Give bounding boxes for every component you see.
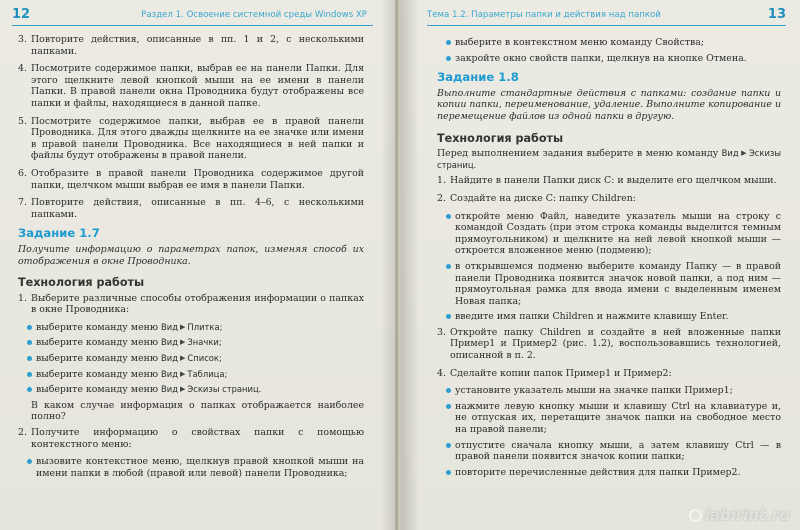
bullet-text xyxy=(36,353,364,365)
bullet-dot-icon xyxy=(445,53,455,65)
bullet-dot-icon xyxy=(26,322,36,334)
menu-name: Вид xyxy=(161,368,179,379)
bullet-text: повторите перечисленные действия для папки Пример2. xyxy=(455,466,741,478)
bullet-text: выберите в контекстном меню команду Свойства; xyxy=(455,37,705,48)
question-text: В каком случае информация о папках отображается наиболее полно? xyxy=(31,399,364,423)
left-step-2 xyxy=(18,427,364,450)
list-number: 4. xyxy=(437,367,446,379)
bullet-item xyxy=(445,311,781,323)
right-page-gutter-shadow xyxy=(401,0,419,530)
left-page-number: 12 xyxy=(12,7,31,22)
watermark-text: labirint.ru xyxy=(704,506,790,524)
bullet-prefix: выберите команду меню xyxy=(36,368,159,380)
left-page-gutter-shadow xyxy=(381,0,395,530)
bullet-text: закройте окно свойств папки, щелкнув на кнопке Отмена. xyxy=(455,52,747,64)
bullet-dot-icon xyxy=(26,384,36,396)
list-text: Посмотрите содержимое папки, выбрав ее в правой панели Проводника. Для этого дважды щелкните на ее значке или имени в правой панели Проводника. Все находящиеся в ней папки и файлы будут отображены в правой панели. xyxy=(31,115,364,162)
list-number: 3. xyxy=(18,34,27,45)
left-step-6 xyxy=(18,168,364,191)
bullet-item xyxy=(445,37,781,49)
task-1-8-description: Выполните стандартные действия с папками: создание папки и копии папки, переименование, удаление. Выполните копирование и перемещение файлов из одной папки в другую. xyxy=(437,87,781,122)
right-step-4 xyxy=(437,368,781,380)
right-technology-title: Технология работы xyxy=(437,131,564,145)
menu-arrow-icon: ▶ xyxy=(180,338,186,347)
bullet-item xyxy=(445,261,781,307)
bullet-text: отпустите сначала кнопку мыши, а затем клавишу Ctrl — в правой панели появится значок копии папки; xyxy=(455,439,781,463)
menu-name: Вид xyxy=(161,321,179,332)
view-bullet-item xyxy=(26,353,364,365)
left-numbered-list xyxy=(18,34,364,220)
list-number: 1. xyxy=(437,175,446,187)
bullet-text: откройте меню Файл, наведите указатель мыши на строку с командой Создать (при этом строка команды выделится темным прямоугольником) и щелкните на ней левой кнопкой мыши — откроется вложенное меню (подменю); xyxy=(455,210,781,257)
bullet-text: вызовите контекстное меню, щелкнув правой кнопкой мыши на имени папки в любой (правой или левой) панели Проводника; xyxy=(36,456,364,479)
menu-arrow-icon: ▶ xyxy=(740,149,747,158)
step-4-bullets xyxy=(437,385,781,478)
right-page xyxy=(400,0,800,530)
bullet-item xyxy=(445,440,781,463)
left-technology-title: Технология работы xyxy=(18,276,145,290)
bullet-dot-icon xyxy=(445,385,455,397)
bullet-dot-icon xyxy=(26,337,36,349)
view-bullet-item xyxy=(26,369,364,381)
left-header-title: Раздел 1. Освоение системной среды Windows XP xyxy=(141,10,367,20)
bullet-prefix: выберите команду меню xyxy=(36,384,159,396)
left-page xyxy=(0,0,396,530)
list-text: Посмотрите содержимое папки, выбрав ее на панели Папки. Для этого щелкните левой кнопкой мыши на ее имени в панели Папки. В правой панели окна Проводника будут отображены все папки и файлы, находящиеся в данной папке. xyxy=(31,63,364,109)
view-bullets-list xyxy=(18,322,364,396)
bullet-text: в открывшемся подменю выберите команду Папку — в правой панели Проводника появится значок новой папки, а под ним — прямоугольная рамка для ввода имени с выделенным именем Новая папка; xyxy=(455,260,781,307)
view-bullet-item xyxy=(26,384,364,396)
bullet-prefix: выберите команду меню xyxy=(36,337,159,349)
bullet-dot-icon xyxy=(26,369,36,381)
right-step-2 xyxy=(437,193,781,205)
list-number: 4. xyxy=(18,63,27,75)
right-running-header xyxy=(427,4,786,26)
bullet-dot-icon xyxy=(445,440,455,463)
menu-name: Вид xyxy=(161,384,179,395)
bullet-text: установите указатель мыши на значке папки Пример1; xyxy=(455,385,733,397)
bullet-dot-icon xyxy=(445,467,455,479)
task-1-8-title: Задание 1.8 xyxy=(437,70,519,85)
view-bullet-item xyxy=(26,322,364,334)
bullet-item xyxy=(26,456,364,479)
list-number: 7. xyxy=(18,197,27,209)
bullet-prefix: выберите команду меню xyxy=(36,353,159,365)
bullet-dot-icon xyxy=(445,261,455,307)
bullet-text: нажмите левую кнопку мыши и клавишу Ctrl на клавиатуре и, не отпуская их, перетащите значок папки на свободное место на правой панели; xyxy=(455,400,781,436)
menu-arrow-icon: ▶ xyxy=(180,369,186,378)
list-text: Найдите в панели Папки диск C: и выделите его щелчком мыши. xyxy=(450,175,777,187)
left-step-5 xyxy=(18,116,364,162)
left-step-1 xyxy=(18,293,364,316)
bullet-dot-icon xyxy=(445,401,455,436)
list-number: 2. xyxy=(437,192,446,204)
bullet-dot-icon xyxy=(445,211,455,257)
menu-arrow-icon: ▶ xyxy=(180,322,186,331)
right-page-number: 13 xyxy=(767,7,786,22)
bullet-prefix: выберите команду меню xyxy=(36,321,159,333)
list-text: Повторите действия, описанные в пп. 1 и 2, с несколькими папками. xyxy=(31,34,364,57)
right-page-body xyxy=(437,34,781,482)
list-text: Сделайте копии папок Пример1 и Пример2: xyxy=(450,367,672,379)
list-number: 3. xyxy=(437,326,446,338)
list-text: Отобразите в правой панели Проводника содержимое другой папки, щелчком мыши выбрав ее имя в панели Папки. xyxy=(31,167,364,191)
left-page-body xyxy=(18,34,364,483)
intro-paragraph xyxy=(437,148,781,171)
menu-option: Значки; xyxy=(187,337,222,348)
watermark xyxy=(689,506,790,524)
intro-option: Эскизы страниц. xyxy=(437,148,781,170)
menu-option: Плитка; xyxy=(187,321,223,332)
task-1-7-description: Получите информацию о параметрах папок, изменяя способ их отображения в окне Проводника. xyxy=(18,243,364,267)
bullet-dot-icon xyxy=(26,456,36,479)
bullet-item xyxy=(445,53,781,65)
right-step-1 xyxy=(437,175,781,187)
list-text: Повторите действия, описанные в пп. 4–6, с несколькими папками. xyxy=(31,197,364,220)
bullet-dot-icon xyxy=(26,353,36,365)
left-step-7 xyxy=(18,197,364,220)
intro-prefix: Перед выполнением задания выберите в меню команду xyxy=(437,148,719,160)
intro-menu: Вид xyxy=(721,148,739,159)
bullet-text xyxy=(36,337,364,349)
bullet-text xyxy=(36,322,364,334)
bullet-dot-icon xyxy=(445,37,455,49)
right-step-3 xyxy=(437,327,781,362)
view-bullet-item xyxy=(26,337,364,349)
menu-option: Эскизы страниц. xyxy=(187,384,262,395)
right-header-title: Тема 1.2. Параметры папки и действия над папкой xyxy=(427,10,661,20)
menu-option: Таблица; xyxy=(187,368,228,379)
menu-name: Вид xyxy=(161,337,179,348)
left-running-header xyxy=(12,4,373,26)
left-step-4 xyxy=(18,63,364,109)
menu-name: Вид xyxy=(161,353,179,364)
list-text: Получите информацию о свойствах папки с помощью контекстного меню: xyxy=(31,427,364,450)
bullet-text xyxy=(36,369,364,381)
menu-arrow-icon: ▶ xyxy=(180,354,186,363)
watermark-logo-icon xyxy=(689,509,702,522)
bullet-item xyxy=(445,385,781,397)
bullet-item xyxy=(445,211,781,257)
list-number: 6. xyxy=(18,167,27,179)
bullet-dot-icon xyxy=(445,311,455,323)
list-number: 2. xyxy=(18,427,27,439)
task-1-7-title: Задание 1.7 xyxy=(18,226,100,241)
menu-option: Список; xyxy=(187,353,222,364)
left-step-3 xyxy=(18,34,364,57)
right-top-bullets xyxy=(437,37,781,64)
bullet-item xyxy=(445,467,781,479)
bullet-text xyxy=(36,384,364,396)
list-number: 1. xyxy=(18,292,27,304)
list-text: Откройте папку Children и создайте в ней вложенные папки Пример1 и Пример2 (рис. 1.2), воспользовавшись технологией, описанной в п. 2. xyxy=(450,326,781,362)
list-number: 5. xyxy=(18,115,27,127)
bullet-text: введите имя папки Children и нажмите клавишу Enter. xyxy=(455,311,729,323)
list-text: Создайте на диске C: папку Children: xyxy=(450,192,636,204)
step-2-bullets xyxy=(437,211,781,323)
menu-arrow-icon: ▶ xyxy=(180,385,186,394)
bullet-item xyxy=(445,401,781,436)
list-text: Выберите различные способы отображения информации о папках в окне Проводника: xyxy=(31,292,364,316)
